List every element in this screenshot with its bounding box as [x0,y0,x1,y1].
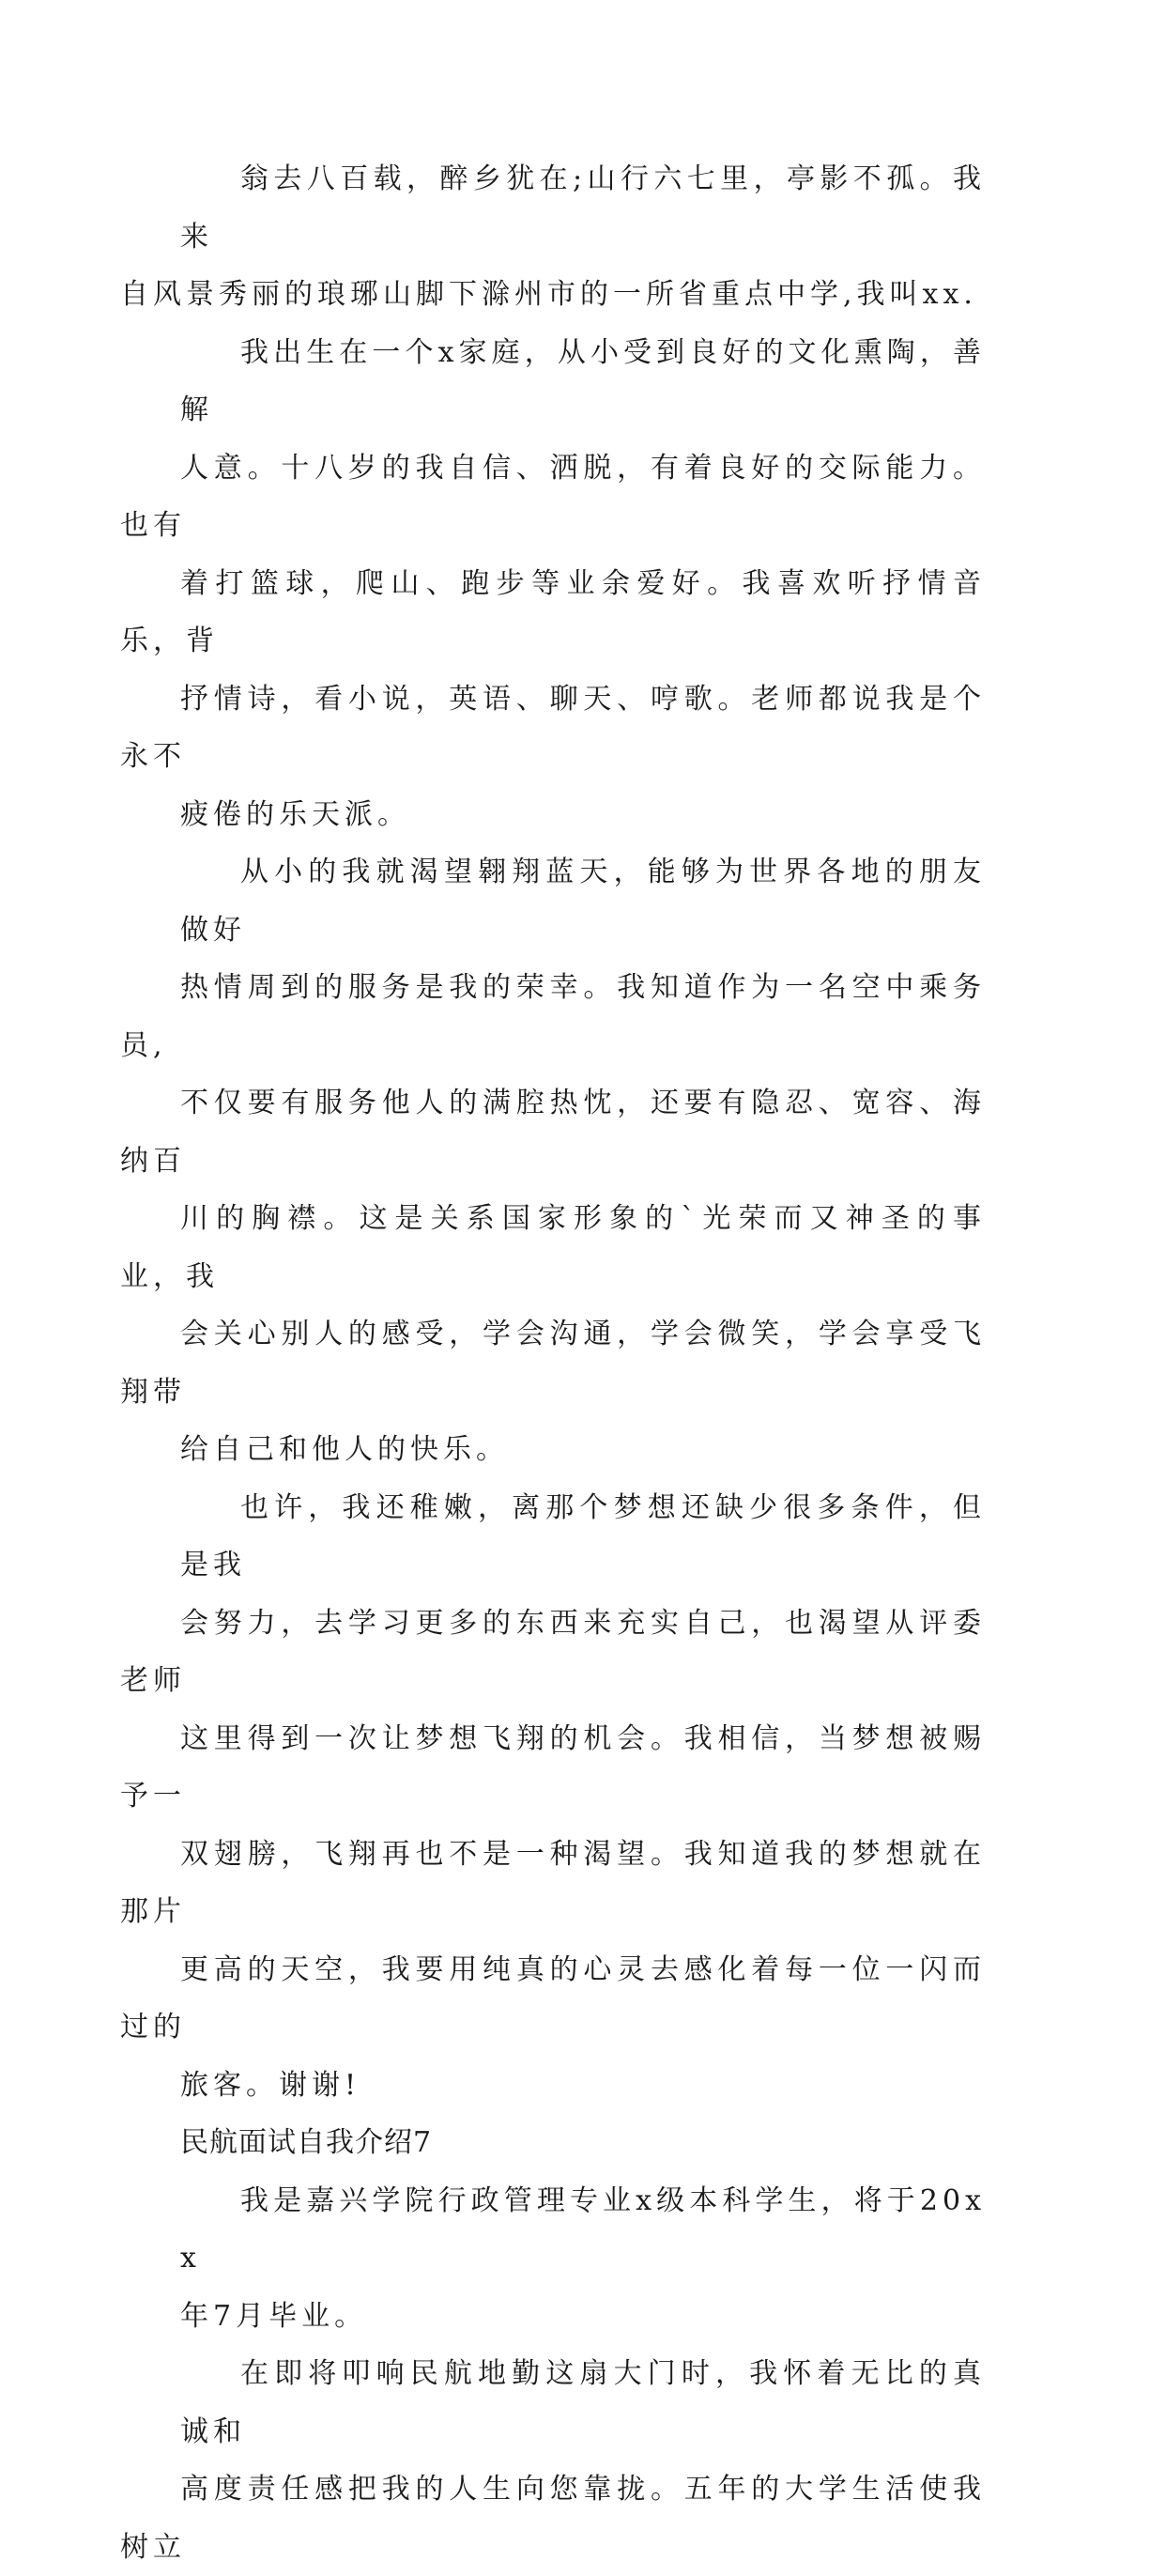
text-line: 川的胸襟。这是关系国家形象的`光荣而又神圣的事业，我 [120,1202,986,1293]
text-line: 我出生在一个x家庭，从小受到良好的文化熏陶，善解 [180,335,986,426]
section-heading: 民航面试自我介绍7 [180,2126,433,2159]
paragraph-5 [180,2172,986,2346]
text-line: 不仅要有服务他人的满腔热忱，还要有隐忍、宽容、海纳百 [120,1087,986,1178]
text-line: 年7月毕业。 [180,2299,368,2333]
text-line: 会关心别人的感受，学会沟通，学会微笑，学会享受飞翔带 [120,1318,986,1409]
text-line: 抒情诗，看小说，英语、聊天、哼歌。老师都说我是个永不 [120,682,986,773]
text-line: 在即将叩响民航地勤这扇大门时，我怀着无比的真诚和 [180,2357,986,2448]
text-line: 高度责任感把我的人生向您靠拢。五年的大学生活使我树立 [120,2473,986,2564]
text-line: 着打篮球，爬山、跑步等业余爱好。我喜欢听抒情音乐，背 [120,566,986,657]
text-line: 给自己和他人的快乐。 [180,1433,509,1466]
text-line: 也许，我还稚嫩，离那个梦想还缺少很多条件，但是我 [180,1490,986,1581]
paragraph-3 [120,843,986,1479]
text-line: 翁去八百载，醉乡犹在;山行六七里，亭影不孤。我来 [180,162,986,254]
paragraph-1 [120,150,986,324]
paragraph-6 [120,2345,986,2576]
text-line: 旅客。谢谢! [180,2068,361,2102]
document-page [120,150,986,2576]
text-line: 这里得到一次让梦想飞翔的机会。我相信，当梦想被赐予一 [120,1721,986,1812]
text-line: 双翅膀，飞翔再也不是一种渴望。我知道我的梦想就在那片 [120,1837,986,1928]
text-line: 我是嘉兴学院行政管理专业x级本科学生，将于20xx [180,2183,986,2275]
paragraph-4 [120,1479,986,2115]
text-line: 疲倦的乐天派。 [180,797,410,831]
paragraph-2 [120,324,986,844]
text-line: 从小的我就渴望翱翔蓝天，能够为世界各地的朋友做好 [180,856,986,947]
text-line: 热情周到的服务是我的荣幸。我知道作为一名空中乘务员, [120,971,986,1062]
text-line: 更高的天空，我要用纯真的心灵去感化着每一位一闪而过的 [120,1952,986,2044]
text-line: 自风景秀丽的琅琊山脚下滁州市的一所省重点中学,我叫xx. [120,278,977,311]
text-line: 人意。十八岁的我自信、洒脱，有着良好的交际能力。也有 [120,451,986,542]
text-line: 会努力，去学习更多的东西来充实自己，也渴望从评委老师 [120,1606,986,1697]
